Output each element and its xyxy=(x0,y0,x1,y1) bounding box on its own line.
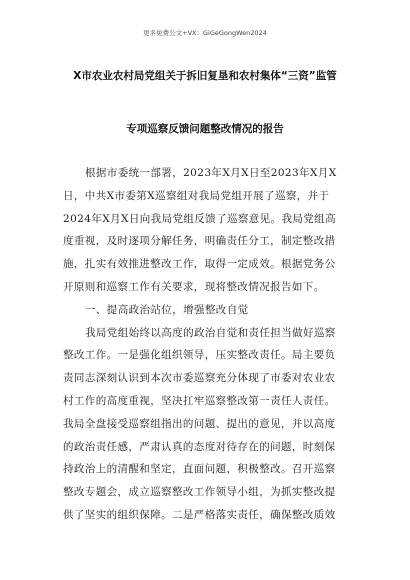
paragraph-1-line: 根据市委统一部署，2023年X月X日至2023年X月X xyxy=(85,167,337,179)
paragraph-2-line: 供了坚实的组织保障。二是严格落实责任，确保整改质效 xyxy=(63,508,336,521)
paragraph-2-line: 整改工作。一是强化组织领导，压实整改责任。局主要负 xyxy=(63,349,336,362)
paragraph-2-line: 村工作的高度重视，坚决扛牢巡察整改第一责任人责任。 xyxy=(63,394,336,407)
paragraph-1-line: 日，中共X市委第X巡察组对我局党组开展了巡察，并于 xyxy=(63,189,330,202)
paragraph-2-line: 整改专题会，成立巡察整改工作领导小组，为抓实整改提 xyxy=(63,486,336,499)
paragraph-1-line: 度重视，及时逐项分解任务，明确责任分工，制定整改措 xyxy=(63,235,336,248)
document-title-line-2: 专项巡察反馈问题整改情况的报告 xyxy=(126,123,284,135)
document-title-line-1: X市农业农村局党组关于拆旧复垦和农村集体“三资”监管 xyxy=(73,70,337,82)
paragraph-1-line: 施，扎实有效推进整改工作，取得一定成效。根据党务公 xyxy=(63,258,336,271)
paragraph-2-line: 责同志深刻认识到本次市委巡察充分体现了市委对农业农 xyxy=(63,372,336,385)
paragraph-2-line: 持政治上的清醒和坚定，直面问题，积极整改。召开巡察 xyxy=(63,463,336,476)
watermark-text: 更多免费公文+VX：GiGeGongWen2024 xyxy=(143,29,267,37)
paragraph-2-line: 的政治责任感，严肃认真的态度对待存在的问题，时刻保 xyxy=(63,440,336,453)
section-heading-1: 一、提高政治站位，增强整改自觉 xyxy=(85,303,249,316)
paragraph-2-line: 我局党组始终以高度的政治自觉和责任担当做好巡察 xyxy=(85,326,336,339)
paragraph-1-line: 2024年X月X日向我局党组反馈了巡察意见。我局党组高 xyxy=(63,212,336,225)
document-body xyxy=(63,162,343,527)
paragraph-2-line: 我局全盘接受巡察组指出的问题、提出的意见，并以高度 xyxy=(63,417,336,430)
paragraph-1-line: 开原则和巡察工作有关要求，现将整改情况报告如下。 xyxy=(63,280,325,293)
